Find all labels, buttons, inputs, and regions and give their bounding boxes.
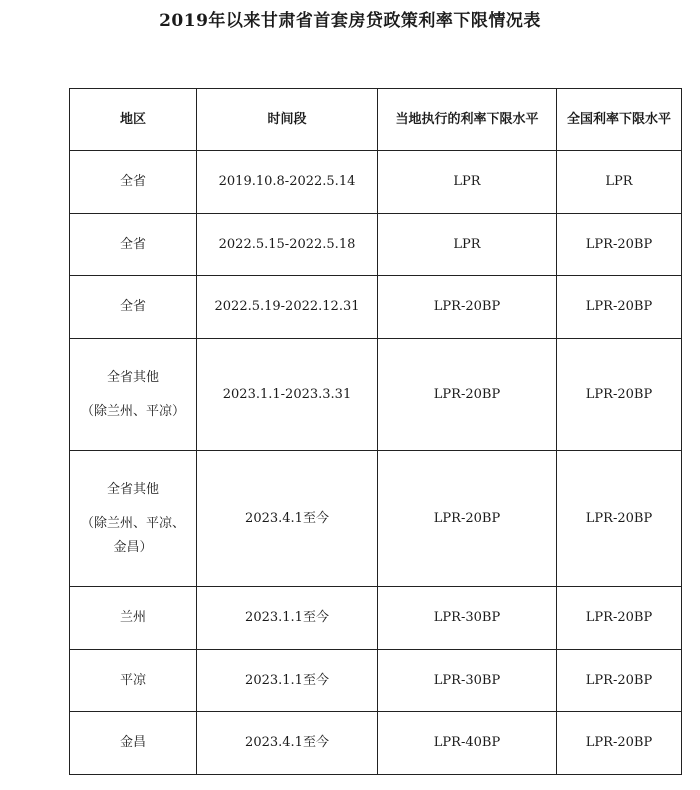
table-row	[70, 276, 682, 339]
cell-local-rate: LPR	[378, 151, 557, 214]
cell-period: 2023.4.1至今	[197, 712, 378, 775]
cell-national-rate: LPR-20BP	[557, 650, 682, 712]
cell-national-rate: LPR-20BP	[557, 339, 682, 451]
region-line-gap	[70, 388, 196, 402]
cell-region	[70, 214, 197, 276]
table-row	[70, 151, 682, 214]
cell-local-rate: LPR-30BP	[378, 587, 557, 650]
header-national-rate: 全国利率下限水平	[557, 89, 682, 151]
cell-period: 2019.10.8-2022.5.14	[197, 151, 378, 214]
cell-region	[70, 451, 197, 587]
cell-local-rate: LPR-20BP	[378, 451, 557, 587]
region-line: （除兰州、平凉）	[80, 403, 185, 419]
cell-region	[70, 712, 197, 775]
table-row	[70, 214, 682, 276]
region-line: 兰州	[119, 610, 146, 625]
region-line: 全省	[119, 236, 146, 252]
cell-national-rate: LPR-20BP	[557, 276, 682, 339]
cell-local-rate: LPR-40BP	[378, 712, 557, 775]
header-local-rate: 当地执行的利率下限水平	[378, 89, 557, 151]
cell-national-rate: LPR	[557, 151, 682, 214]
table-header-row	[70, 89, 682, 151]
cell-region	[70, 587, 197, 650]
table-row	[70, 587, 682, 650]
region-line: 全省	[119, 299, 146, 314]
region-line: 全省其他	[106, 481, 159, 497]
cell-region	[70, 650, 197, 712]
region-line-gap	[70, 500, 196, 514]
cell-national-rate: LPR-20BP	[557, 712, 682, 775]
cell-period: 2022.5.19-2022.12.31	[197, 276, 378, 339]
table-row	[70, 451, 682, 587]
header-region: 地区	[70, 89, 197, 151]
cell-period: 2023.1.1-2023.3.31	[197, 339, 378, 451]
cell-national-rate: LPR-20BP	[557, 451, 682, 587]
cell-period: 2023.1.1至今	[197, 650, 378, 712]
cell-region	[70, 276, 197, 339]
region-line: （除兰州、平凉、	[80, 515, 185, 531]
rate-table	[69, 88, 682, 775]
region-line: 金昌）	[113, 539, 153, 555]
table-row	[70, 650, 682, 712]
cell-local-rate: LPR-20BP	[378, 339, 557, 451]
region-line: 平凉	[119, 672, 146, 688]
cell-period: 2023.4.1至今	[197, 451, 378, 587]
cell-local-rate: LPR-20BP	[378, 276, 557, 339]
cell-period: 2022.5.15-2022.5.18	[197, 214, 378, 276]
cell-national-rate: LPR-20BP	[557, 587, 682, 650]
cell-region	[70, 339, 197, 451]
table-row	[70, 339, 682, 451]
region-line: 全省	[119, 174, 146, 189]
cell-region	[70, 151, 197, 214]
page-title: 2019年以来甘肃省首套房贷政策利率下限情况表	[159, 11, 541, 31]
cell-local-rate: LPR-30BP	[378, 650, 557, 712]
region-line: 金昌	[119, 735, 146, 750]
cell-national-rate: LPR-20BP	[557, 214, 682, 276]
header-period: 时间段	[197, 89, 378, 151]
region-line: 全省其他	[106, 369, 159, 385]
table-row	[70, 712, 682, 775]
cell-period: 2023.1.1至今	[197, 587, 378, 650]
cell-local-rate: LPR	[378, 214, 557, 276]
